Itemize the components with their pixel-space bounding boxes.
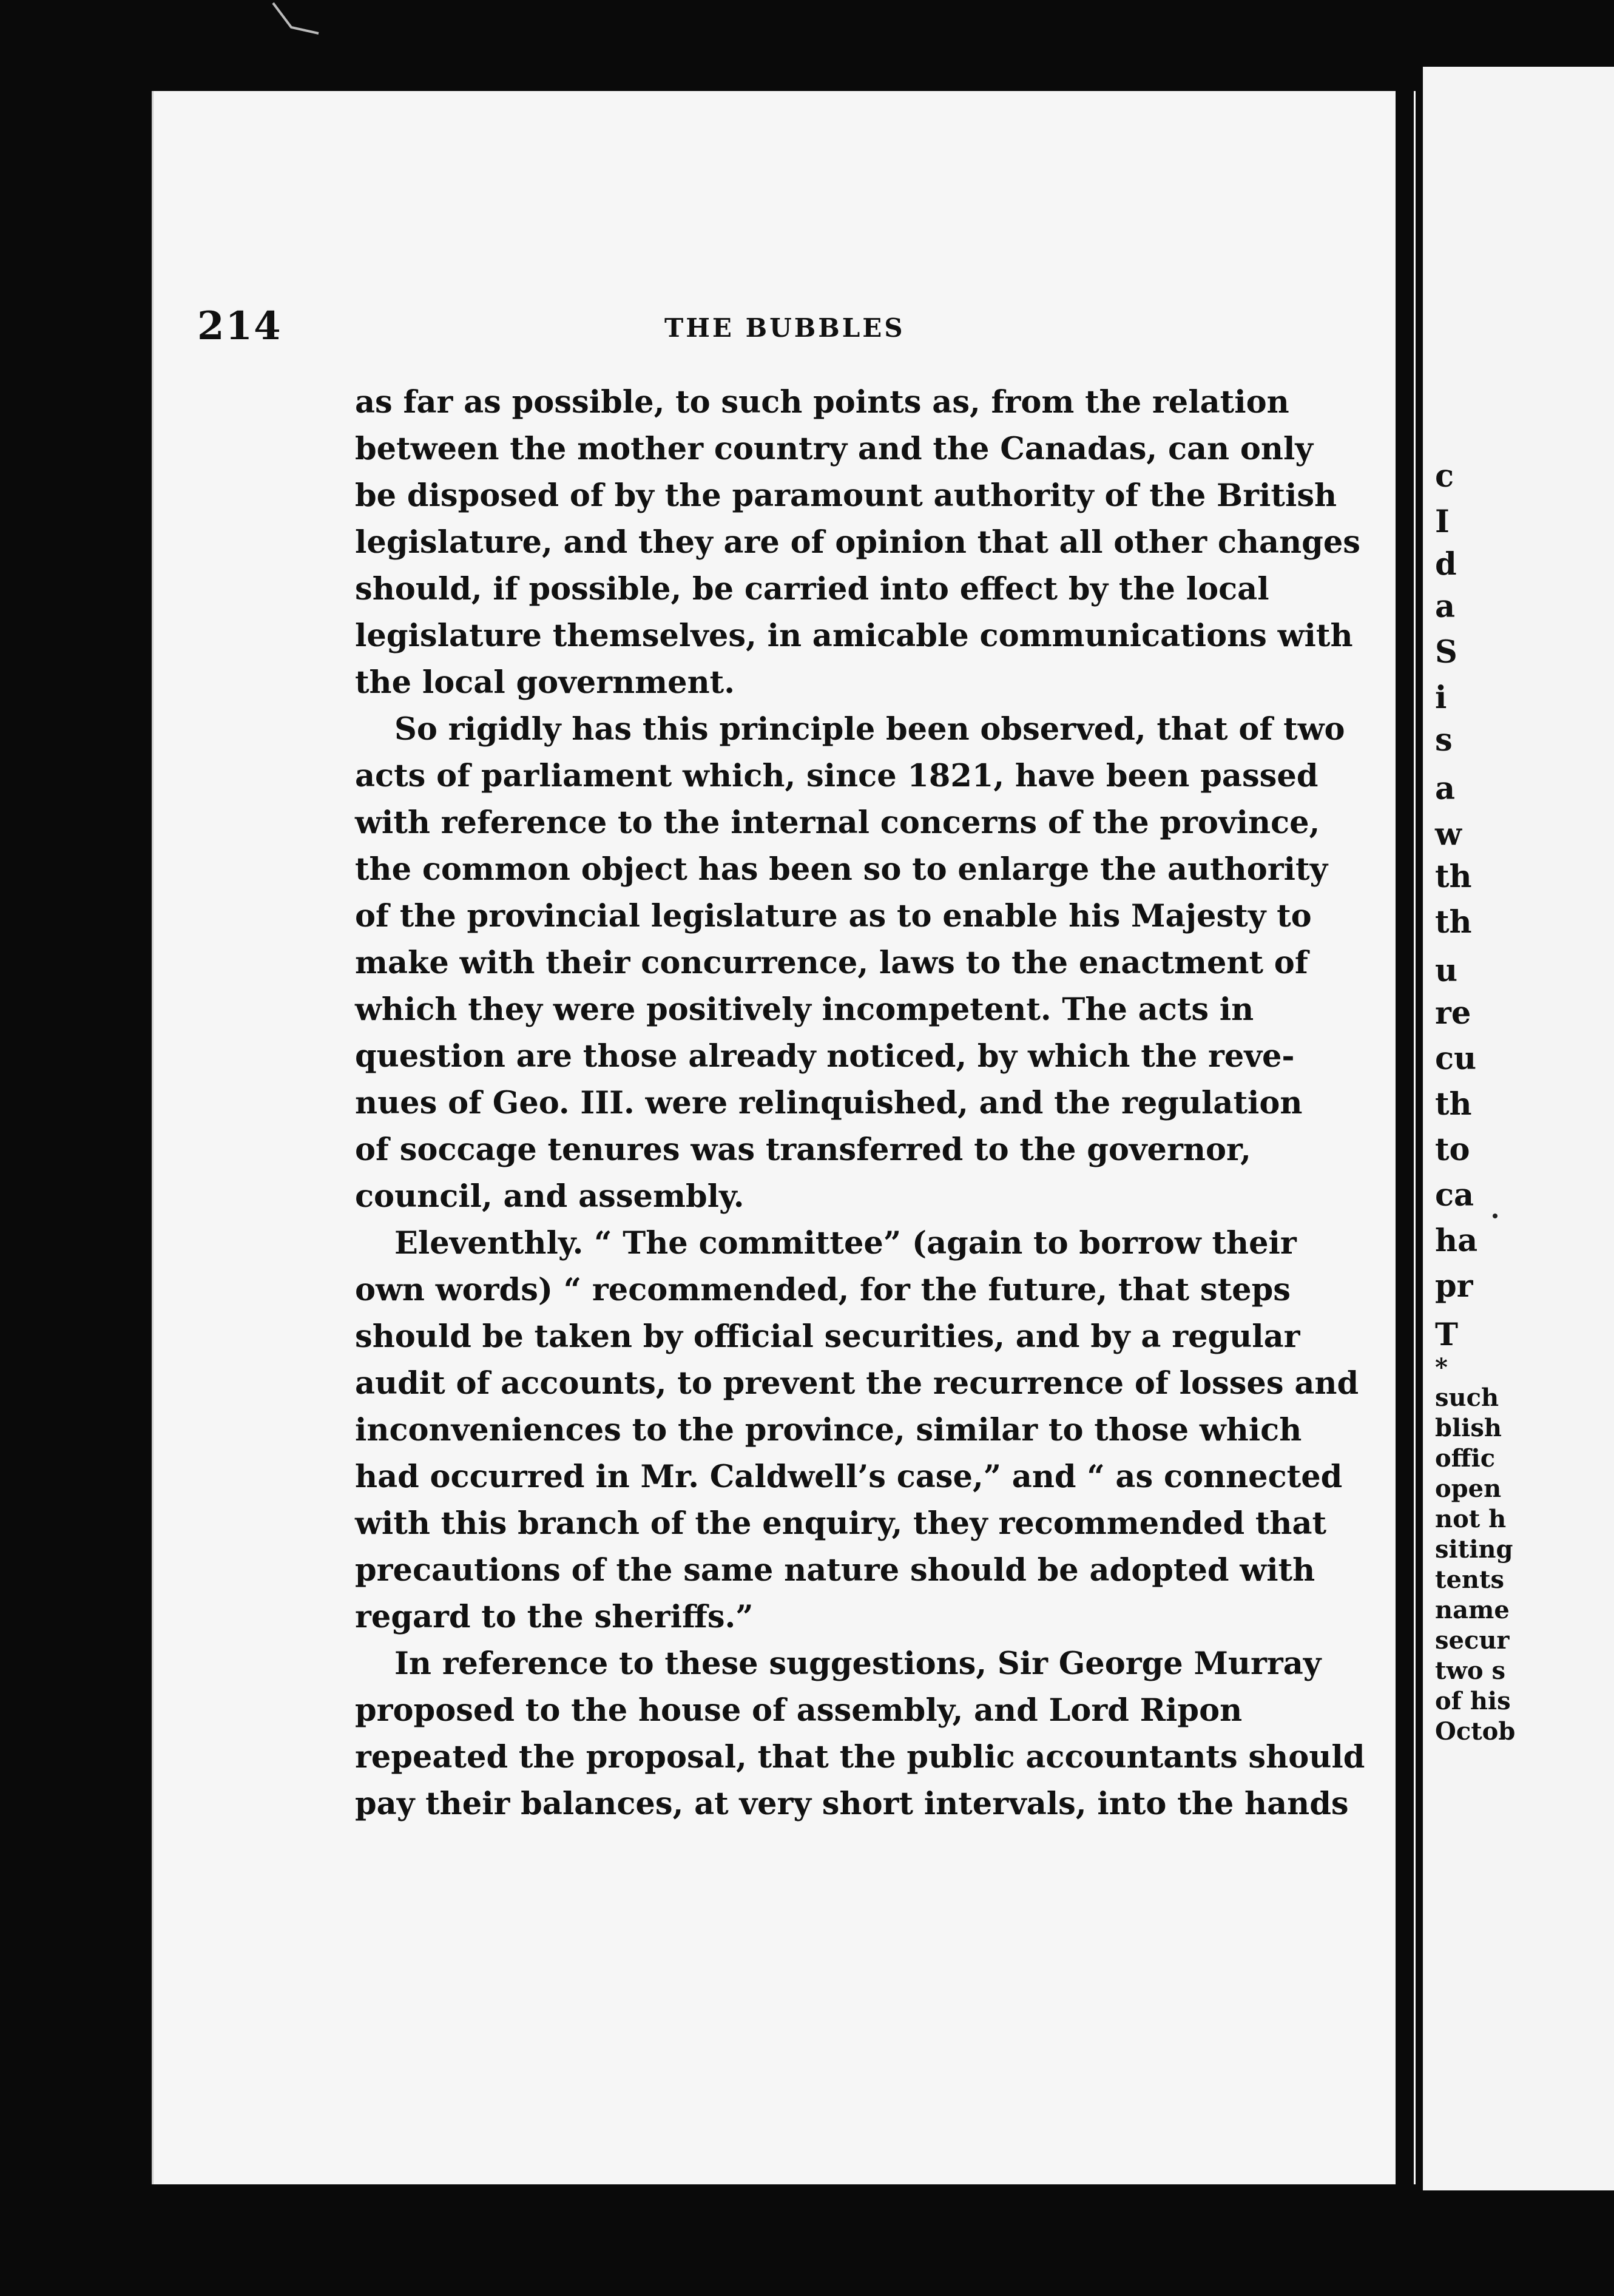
facing-footnote-fragment: open: [1435, 1474, 1502, 1503]
body-line: In reference to these suggestions, Sir George Murray: [394, 1646, 1322, 1682]
body-line: the local government.: [355, 664, 735, 701]
facing-line-fragment: a: [1435, 589, 1456, 625]
book-gutter: [1396, 55, 1414, 2190]
facing-line-fragment: S: [1435, 634, 1457, 670]
body-line: proposed to the house of assembly, and Lord Ripon: [355, 1692, 1243, 1729]
body-line: pay their balances, at very short intervals, into the hands: [355, 1786, 1349, 1822]
facing-line-fragment: i: [1435, 680, 1447, 716]
running-head-title: THE BUBBLES: [664, 313, 905, 343]
running-head: [197, 303, 1229, 349]
footnote-marker: *: [1435, 1353, 1448, 1382]
body-line: legislature themselves, in amicable communications with: [355, 618, 1353, 654]
body-line: inconveniences to the province, similar to those which: [355, 1412, 1302, 1448]
facing-line-fragment: to: [1435, 1132, 1470, 1168]
facing-footnote-fragment: secur: [1435, 1626, 1510, 1655]
facing-line-fragment: pr: [1435, 1268, 1473, 1305]
body-line: legislature, and they are of opinion that all other changes: [355, 524, 1361, 561]
scan-mark: [267, 0, 322, 36]
facing-footnote-fragment: two s: [1435, 1656, 1506, 1685]
body-line: precautions of the same nature should be adopted with: [355, 1552, 1315, 1589]
body-text: [355, 379, 1365, 1828]
body-line: make with their concurrence, laws to the enactment of: [355, 945, 1308, 981]
body-line: repeated the proposal, that the public accountants should: [355, 1739, 1365, 1775]
body-line: own words) “ recommended, for the future, that steps: [355, 1272, 1291, 1308]
body-line: with reference to the internal concerns of the province,: [355, 805, 1320, 841]
facing-line-fragment: th: [1435, 859, 1472, 895]
facing-footnote-fragment: offic: [1435, 1444, 1496, 1473]
body-line: question are those already noticed, by which the reve-: [355, 1038, 1295, 1075]
facing-footnote-fragment: of his: [1435, 1687, 1511, 1715]
body-line: should be taken by official securities, and by a regular: [355, 1319, 1300, 1355]
body-line: acts of parliament which, since 1821, have been passed: [355, 758, 1319, 794]
body-line: with this branch of the enquiry, they recommended that: [355, 1505, 1327, 1542]
body-line: of the provincial legislature as to enable his Majesty to: [355, 898, 1312, 934]
facing-footnote-fragment: Octob: [1435, 1717, 1516, 1746]
body-line: the common object has been so to enlarge the authority: [355, 851, 1328, 888]
body-line: audit of accounts, to prevent the recurrence of losses and: [355, 1365, 1359, 1402]
facing-line-fragment: d: [1435, 546, 1457, 582]
body-line: Eleventhly. “ The committee” (again to borrow their: [394, 1225, 1297, 1261]
scan-speck: [1493, 1214, 1498, 1218]
facing-footnote-fragment: siting: [1435, 1535, 1513, 1564]
facing-line-fragment: ca: [1435, 1177, 1474, 1214]
facing-line-fragment: re: [1435, 995, 1471, 1032]
facing-line-fragment: cu: [1435, 1041, 1477, 1077]
facing-line-fragment: th: [1435, 904, 1472, 940]
body-line: So rigidly has this principle been observed, that of two: [394, 711, 1345, 748]
facing-footnote-fragment: tents: [1435, 1565, 1505, 1594]
body-line: between the mother country and the Canadas, can only: [355, 431, 1313, 467]
facing-line-fragment: u: [1435, 953, 1458, 989]
facing-footnote-fragment: name: [1435, 1596, 1510, 1624]
facing-line-fragment: a: [1435, 771, 1456, 807]
facing-page: [1423, 67, 1614, 2190]
facing-line-fragment: c: [1435, 458, 1454, 495]
body-line: be disposed of by the paramount authority of the British: [355, 478, 1337, 514]
facing-line-fragment: T: [1435, 1317, 1458, 1353]
facing-footnote-fragment: blish: [1435, 1414, 1502, 1442]
facing-footnote-fragment: such: [1435, 1383, 1499, 1412]
facing-footnote-fragment: not h: [1435, 1505, 1507, 1533]
facing-line-fragment: s: [1435, 722, 1453, 758]
body-line: should, if possible, be carried into effect by the local: [355, 571, 1269, 607]
body-line: nues of Geo. III. were relinquished, and the regulation: [355, 1085, 1303, 1121]
facing-line-fragment: w: [1435, 816, 1462, 853]
body-line: had occurred in Mr. Caldwell’s case,” and “ as connected: [355, 1459, 1343, 1495]
page-number: 214: [197, 303, 282, 349]
facing-line-fragment: ha: [1435, 1223, 1478, 1259]
body-line: which they were positively incompetent. The acts in: [355, 991, 1254, 1028]
body-line: regard to the sheriffs.”: [355, 1599, 754, 1635]
body-line: council, and assembly.: [355, 1178, 745, 1215]
facing-line-fragment: th: [1435, 1086, 1472, 1123]
body-line: of soccage tenures was transferred to the governor,: [355, 1132, 1251, 1168]
body-line: as far as possible, to such points as, from the relation: [355, 384, 1289, 420]
facing-line-fragment: I: [1435, 504, 1450, 540]
